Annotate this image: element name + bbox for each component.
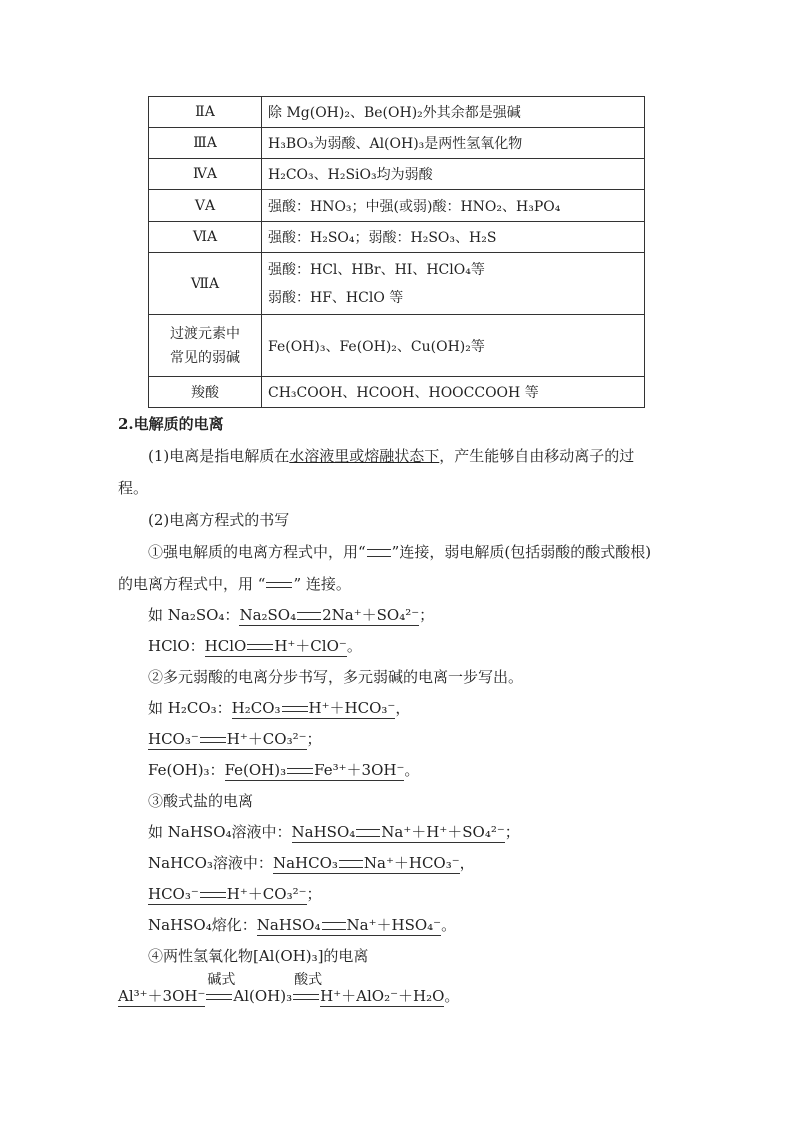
content-cell: H₃BO₃为弱酸、Al(OH)₃是两性氢氧化物 <box>262 128 645 159</box>
equals-sign-icon <box>297 612 321 620</box>
content-line: 强酸：HCl、HBr、HI、HClO₄等 <box>268 261 485 278</box>
underlined-term: 水溶液里或熔融状态下 <box>289 447 440 465</box>
group-line: 常见的弱碱 <box>170 349 240 366</box>
equation: NaHSO₄ Na⁺＋HSO₄⁻ <box>256 916 442 934</box>
arrow-label: 碱式 <box>207 972 236 988</box>
group-line: 过渡元素中 <box>170 325 240 342</box>
equation: NaHSO₄ Na⁺＋H⁺＋SO₄²⁻ <box>291 823 505 841</box>
table-row <box>149 159 645 190</box>
equation: H₂CO₃ H⁺＋HCO₃⁻ <box>231 699 396 717</box>
paragraph: (1)电离是指电解质在水溶液里或熔融状态下，产生能够自由移动离子的过 <box>148 447 635 465</box>
content-cell <box>262 253 645 315</box>
content-cell: CH₃COOH、HCOOH、HOOCCOOH 等 <box>262 377 645 408</box>
group-cell: ⅦA <box>149 253 262 315</box>
table-row <box>149 315 645 377</box>
arrow-label: 酸式 <box>294 972 323 988</box>
group-cell: ⅢA <box>149 128 262 159</box>
paragraph: ①强电解质的电离方程式中，用“ ”连接，弱电解质(包括弱酸的酸式酸根) <box>148 543 652 561</box>
paragraph: (2)电离方程式的书写 <box>148 511 290 529</box>
table-row <box>149 222 645 253</box>
group-cell: ⅤA <box>149 190 262 222</box>
reversible-arrow-icon <box>287 767 313 775</box>
content-cell: Fe(OH)₃、Fe(OH)₂、Cu(OH)₂等 <box>262 315 645 377</box>
section-heading: 2.电解质的电离 <box>118 415 224 433</box>
reversible-arrow-icon <box>247 643 273 651</box>
equation: Fe(OH)₃ Fe³⁺＋3OH⁻ <box>224 761 405 779</box>
equation-line: 如 H₂CO₃：H₂CO₃ H⁺＋HCO₃⁻， <box>148 699 411 717</box>
equation-line: 如 NaHSO₄溶液中：NaHSO₄ Na⁺＋H⁺＋SO₄²⁻； <box>148 823 520 841</box>
content-cell: 强酸：H₂SO₄；弱酸：H₂SO₃、H₂S <box>262 222 645 253</box>
table-row <box>149 377 645 408</box>
equals-sign-icon <box>356 829 380 837</box>
reversible-arrow-icon <box>282 705 308 713</box>
content-cell: 除 Mg(OH)₂、Be(OH)₂外其余都是强碱 <box>262 97 645 128</box>
table-row <box>149 97 645 128</box>
equation-line: HCO₃⁻ H⁺＋CO₃²⁻； <box>148 885 322 903</box>
equation-part: Al³⁺＋3OH⁻ <box>118 987 206 1005</box>
group-cell: 羧酸 <box>149 377 262 408</box>
paragraph: ②多元弱酸的电离分步书写，多元弱碱的电离一步写出。 <box>148 668 524 686</box>
equals-sign-icon <box>367 549 391 557</box>
group-cell: ⅡA <box>149 97 262 128</box>
equation-line: 如 Na₂SO₄：Na₂SO₄ 2Na⁺＋SO₄²⁻； <box>148 606 435 624</box>
equation-line: HCO₃⁻ H⁺＋CO₃²⁻； <box>148 730 322 748</box>
content-line: 弱酸：HF、HClO 等 <box>268 289 404 306</box>
equation-part: H⁺＋AlO₂⁻＋H₂O <box>320 987 445 1005</box>
equation-line: HClO：HClO H⁺＋ClO⁻。 <box>148 637 362 655</box>
content-cell: 强酸：HNO₃；中强(或弱)酸：HNO₂、H₃PO₄ <box>262 190 645 222</box>
group-cell: ⅣA <box>149 159 262 190</box>
table-row <box>149 253 645 315</box>
reversible-arrow-icon <box>206 993 232 1001</box>
conditional-arrow <box>292 972 323 1006</box>
equation: HClO H⁺＋ClO⁻ <box>204 637 347 655</box>
reversible-arrow-icon <box>293 993 319 1001</box>
equation: Na₂SO₄ 2Na⁺＋SO₄²⁻ <box>239 606 420 624</box>
equation-line: Fe(OH)₃：Fe(OH)₃ Fe³⁺＋3OH⁻。 <box>148 761 420 779</box>
table-row <box>149 128 645 159</box>
reversible-arrow-icon <box>200 891 226 899</box>
table-row <box>149 190 645 222</box>
equation-line: NaHCO₃溶液中：NaHCO₃ Na⁺＋HCO₃⁻， <box>148 854 475 872</box>
equals-sign-icon <box>339 860 363 868</box>
group-cell: ⅥA <box>149 222 262 253</box>
equals-sign-icon <box>322 922 346 930</box>
conditional-arrow <box>205 972 236 1006</box>
equation: HCO₃⁻ H⁺＋CO₃²⁻ <box>148 885 307 903</box>
paragraph: ③酸式盐的电离 <box>148 792 254 810</box>
equation-line: NaHSO₄熔化：NaHSO₄ Na⁺＋HSO₄⁻。 <box>148 916 457 934</box>
reversible-arrow-icon <box>266 581 292 589</box>
equation: NaHCO₃ Na⁺＋HCO₃⁻ <box>272 854 460 872</box>
equation: HCO₃⁻ H⁺＋CO₃²⁻ <box>148 730 307 748</box>
acid-base-strength-table <box>148 96 645 408</box>
reversible-arrow-icon <box>200 736 226 744</box>
group-cell <box>149 315 262 377</box>
paragraph-continuation: 的电离方程式中，用 “ ” 连接。 <box>118 575 351 593</box>
paragraph: ④两性氢氧化物[Al(OH)₃]的电离 <box>148 947 369 965</box>
equation-part: Al(OH)₃ <box>233 987 293 1005</box>
equation-line: Al³⁺＋3OH⁻ 碱式 Al(OH)₃ 酸式 H⁺＋AlO₂⁻＋H₂O。 <box>118 972 460 1005</box>
paragraph-continuation: 程。 <box>118 479 149 497</box>
content-cell: H₂CO₃、H₂SiO₃均为弱酸 <box>262 159 645 190</box>
